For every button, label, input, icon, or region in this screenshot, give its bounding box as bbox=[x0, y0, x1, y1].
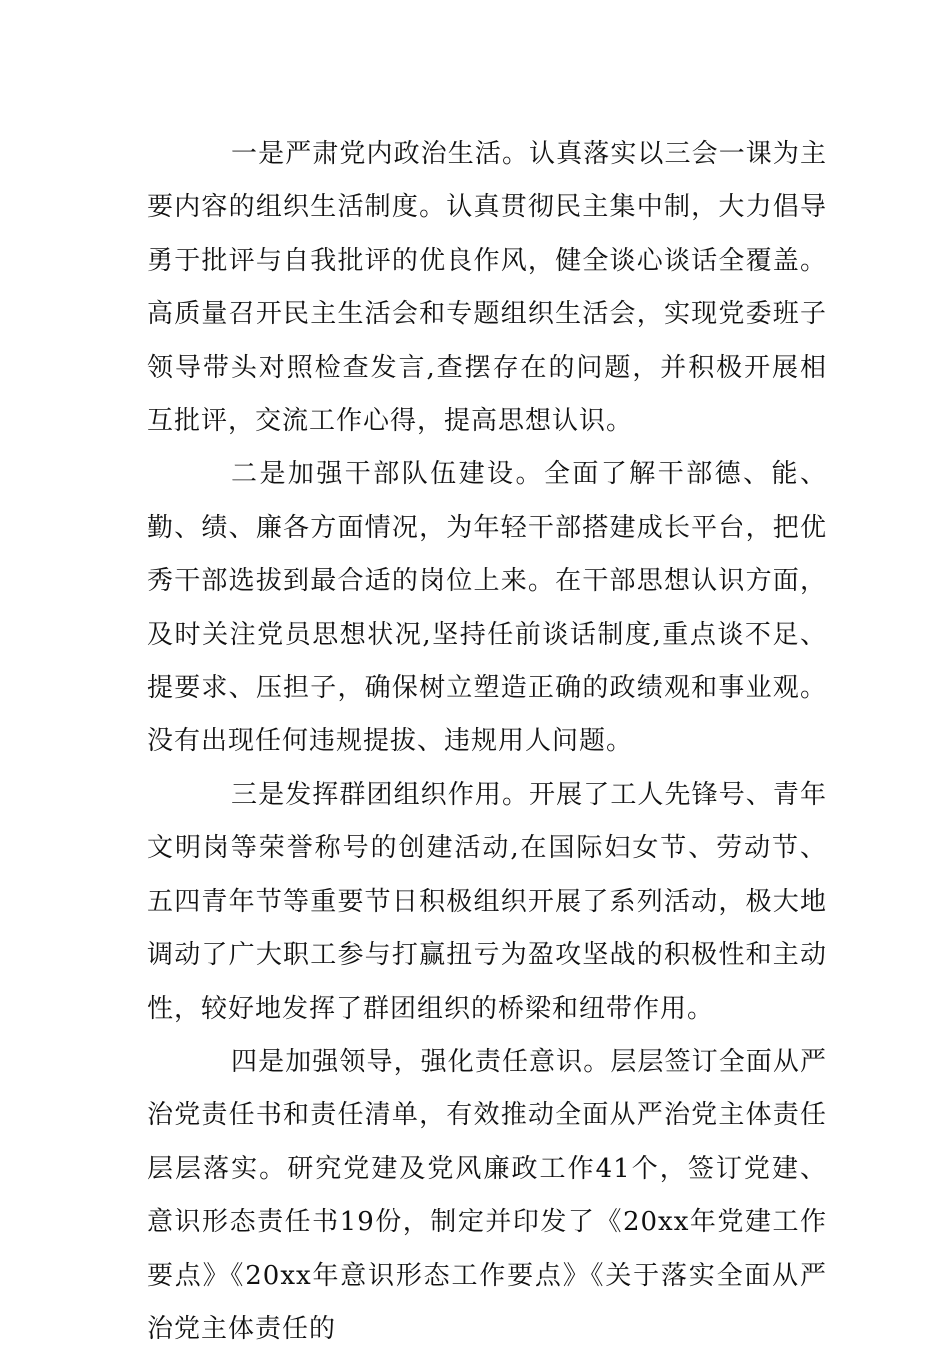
paragraph-3: 三是发挥群团组织作用。开展了工人先锋号、青年文明岗等荣誉称号的创建活动,在国际妇女节、劳动节、五四青年节等重要节日积极组织开展了系列活动，极大地调动了广大职工参与打赢扭亏为盈攻坚战的积极性和主动性，较好地发挥了群团组织的桥梁和纽带作用。 bbox=[147, 779, 827, 1024]
document-body bbox=[147, 128, 827, 1356]
paragraph-2: 二是加强干部队伍建设。全面了解干部德、能、勤、绩、廉各方面情况，为年轻干部搭建成长平台，把优秀干部选拔到最合适的岗位上来。在干部思想认识方面，及时关注党员思想状况,坚持任前谈话制度,重点谈不足、提要求、压担子，确保树立塑造正确的政绩观和事业观。没有出现任何违规提拔、违规用人问题。 bbox=[147, 459, 827, 757]
paragraph-4: 四是加强领导，强化责任意识。层层签订全面从严治党责任书和责任清单，有效推动全面从严治党主体责任层层落实。研究党建及党风廉政工作41个，签订党建、意识形态责任书19份，制定并印发了《20xx年党建工作要点》《20xx年意识形态工作要点》《关于落实全面从严治党主体责任的 bbox=[147, 1046, 827, 1344]
paragraph-1: 一是严肃党内政治生活。认真落实以三会一课为主要内容的组织生活制度。认真贯彻民主集中制，大力倡导勇于批评与自我批评的优良作风，健全谈心谈话全覆盖。高质量召开民主生活会和专题组织生活会，实现党委班子领导带头对照检查发言,查摆存在的问题，并积极开展相互批评，交流工作心得，提高思想认识。 bbox=[147, 139, 827, 437]
